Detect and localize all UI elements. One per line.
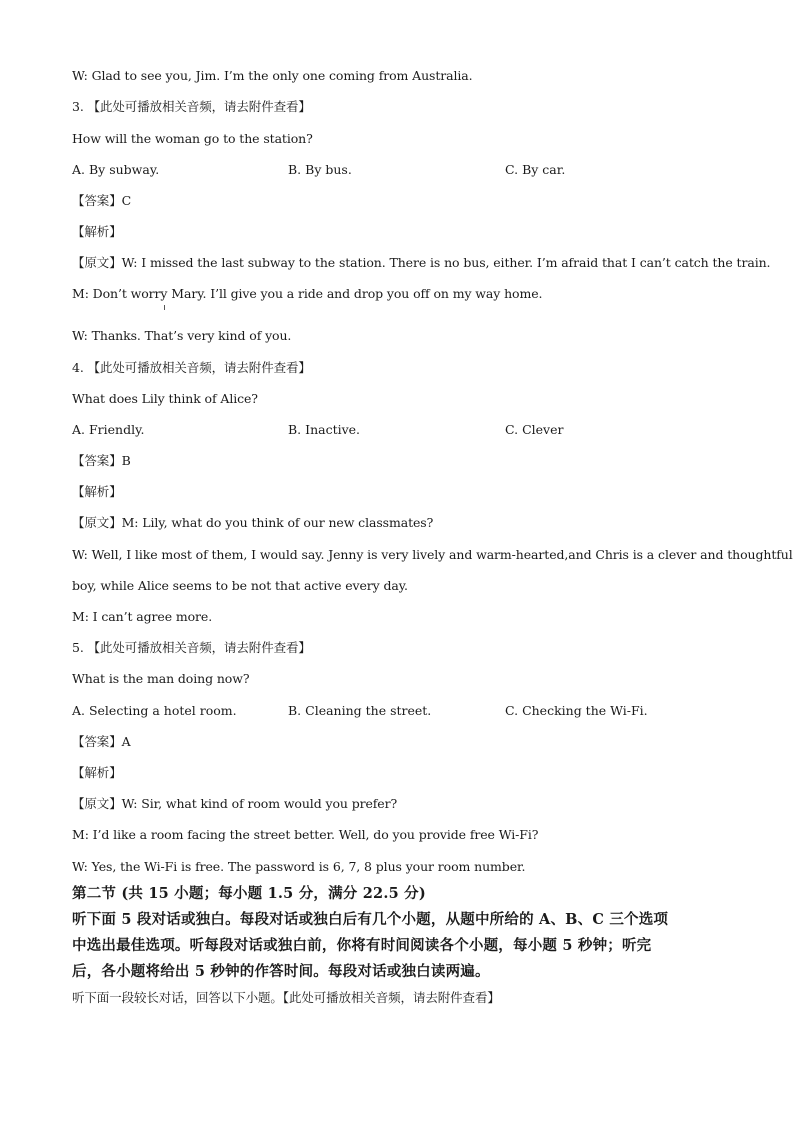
section2-title: 第二节 (共 15 小题；每小题 1.5 分，满分 22.5 分) [72, 885, 426, 902]
q4-option-a: A. Friendly. [72, 422, 145, 437]
q5-option-a: A. Selecting a hotel room. [72, 703, 237, 718]
q3-option-b: B. By bus. [288, 162, 352, 177]
q3-transcript-line: M: Don’t worry Mary. I’ll give you a ride and drop you off on my way home. [72, 286, 543, 301]
section2-lead: 听下面一段较长对话，回答以下小题。【此处可播放相关音频，请去附件查看】 [72, 990, 500, 1005]
q4-transcript-line: 【原文】M: Lily, what do you think of our new classmates? [72, 515, 434, 530]
q2-dialogue-line: W: Glad to see you, Jim. I’m the only one coming from Australia. [72, 68, 473, 83]
q5-header: 5. 【此处可播放相关音频，请去附件查看】 [72, 640, 311, 655]
q3-answer: 【答案】C [72, 193, 132, 208]
q5-question: What is the man doing now? [72, 671, 250, 686]
section2-instructions-line: 后，各小题将给出 5 秒钟的作答时间。每段对话或独白读两遍。 [72, 963, 490, 980]
q4-option-c: C. Clever [505, 422, 564, 437]
q4-header: 4. 【此处可播放相关音频，请去附件查看】 [72, 360, 311, 375]
q4-transcript-line: boy, while Alice seems to be not that active every day. [72, 578, 408, 593]
q4-transcript-line: W: Well, I like most of them, I would say. Jenny is very lively and warm-hearted,and Chris is a clever and thoughtful [72, 547, 793, 562]
q5-transcript-line: W: Yes, the Wi-Fi is free. The password is 6, 7, 8 plus your room number. [72, 859, 526, 874]
q4-option-b: B. Inactive. [288, 422, 361, 437]
q3-transcript-line: 【原文】W: I missed the last subway to the station. There is no bus, either. I’m afraid that I can’t catch the train. [72, 255, 771, 270]
q4-transcript-line: M: I can’t agree more. [72, 609, 213, 624]
q3-transcript-line: W: Thanks. That’s very kind of you. [72, 328, 292, 343]
q5-option-b: B. Cleaning the street. [288, 703, 432, 718]
q4-question: What does Lily think of Alice? [72, 391, 258, 406]
q5-option-c: C. Checking the Wi-Fi. [505, 703, 648, 718]
q3-analysis-label: 【解析】 [72, 224, 122, 239]
q5-answer: 【答案】A [72, 734, 131, 749]
section2-instructions-line: 中选出最佳选项。听每段对话或独白前，你将有时间阅读各个小题，每小题 5 秒钟；听完 [72, 937, 652, 954]
q5-transcript-line: M: I’d like a room facing the street better. Well, do you provide free Wi-Fi? [72, 827, 539, 842]
q4-answer: 【答案】B [72, 453, 131, 468]
q3-header: 3. 【此处可播放相关音频，请去附件查看】 [72, 99, 311, 114]
q5-analysis-label: 【解析】 [72, 765, 122, 780]
q4-analysis-label: 【解析】 [72, 484, 122, 499]
stray-mark [164, 305, 165, 310]
q5-transcript-line: 【原文】W: Sir, what kind of room would you prefer? [72, 796, 398, 811]
q3-question: How will the woman go to the station? [72, 131, 313, 146]
q3-option-c: C. By car. [505, 162, 566, 177]
q3-option-a: A. By subway. [72, 162, 160, 177]
section2-instructions-line: 听下面 5 段对话或独白。每段对话或独白后有几个小题，从题中所给的 A、B、C 三个选项 [72, 911, 669, 928]
